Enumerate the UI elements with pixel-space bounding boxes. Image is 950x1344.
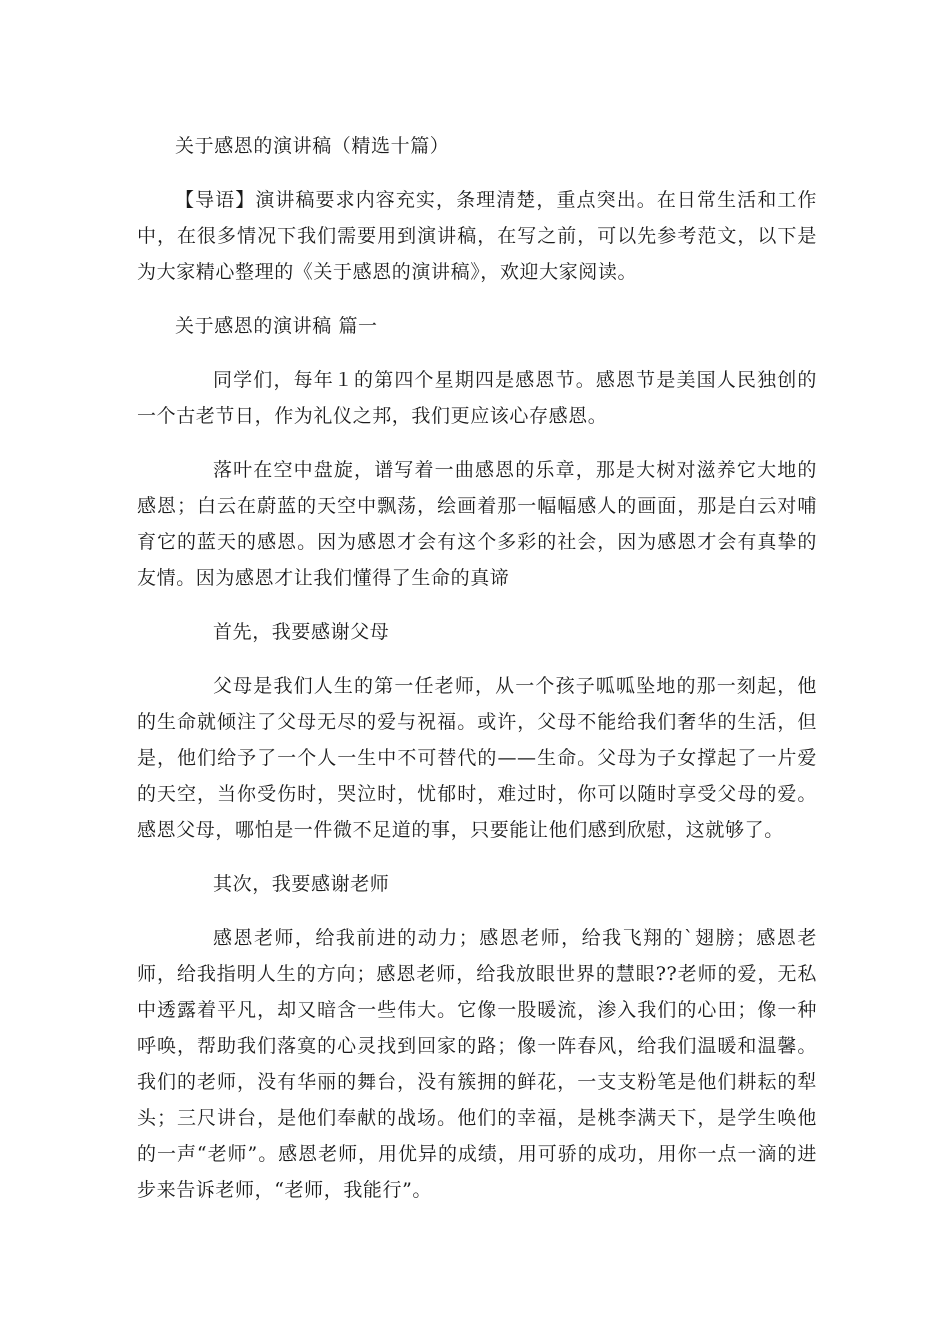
paragraph-teachers: 感恩老师，给我前进的动力；感恩老师，给我飞翔的`翅膀；感恩老师，给我指明人生的方向；感恩老师，给我放眼世界的慧眼??老师的爱，无私中透露着平凡，却又暗含一些伟大。它像一股暖流，渗入我们的心田；像一种呼唤，帮助我们落寞的心灵找到回家的路；像一阵春风，给我们温暖和温馨。我们的老师，没有华丽的舞台，没有簇拥的鲜花，一支支粉笔是他们耕耘的犁头；三尺讲台，是他们奉献的战场。他们的幸福，是桃李满天下，是学生唤他的一声“老师”。感恩老师，用优异的成绩，用可骄的成功，用你一点一滴的进步来告诉老师，“老师，我能行”。 xyxy=(137,927,817,1201)
subheading-thank-parents: 首先，我要感谢父母 xyxy=(213,621,390,643)
subheading-thank-teachers: 其次，我要感谢老师 xyxy=(213,873,390,895)
paragraph-intro: 同学们，每年１的第四个星期四是感恩节。感恩节是美国人民独创的一个古老节日，作为礼仪之邦，我们更应该心存感恩。 xyxy=(137,369,817,427)
paragraph-falling-leaves: 落叶在空中盘旋，谱写着一曲感恩的乐章，那是大树对滋养它大地的感恩；白云在蔚蓝的天空中飘荡，绘画着那一幅幅感人的画面，那是白云对哺育它的蓝天的感恩。因为感恩才会有这个多彩的社会，因为感恩才会有真挚的友情。因为感恩才让我们懂得了生命的真谛 xyxy=(137,459,817,589)
lead-text: 演讲稿要求内容充实，条理清楚，重点突出。在日常生活和工作中，在很多情况下我们需要用到演讲稿，在写之前，可以先参考范文，以下是为大家精心整理的《关于感恩的演讲稿》，欢迎大家阅读。 xyxy=(137,189,817,283)
document-title: 关于感恩的演讲稿（精选十篇） xyxy=(175,135,450,157)
lead-tag: 【导语】 xyxy=(175,189,256,211)
lead-paragraph xyxy=(137,182,817,290)
paragraph-parents: 父母是我们人生的第一任老师，从一个孩子呱呱坠地的那一刻起，他的生命就倾注了父母无尽的爱与祝福。或许，父母不能给我们奢华的生活，但是，他们给予了一个人一生中不可替代的——生命。父母为子女撑起了一片爱的天空，当你受伤时，哭泣时，忧郁时，难过时，你可以随时享受父母的爱。感恩父母，哪怕是一件微不足道的事，只要能让他们感到欣慰，这就够了。 xyxy=(137,675,817,841)
section-heading: 关于感恩的演讲稿 篇一 xyxy=(175,315,378,337)
document-body xyxy=(137,128,817,1226)
